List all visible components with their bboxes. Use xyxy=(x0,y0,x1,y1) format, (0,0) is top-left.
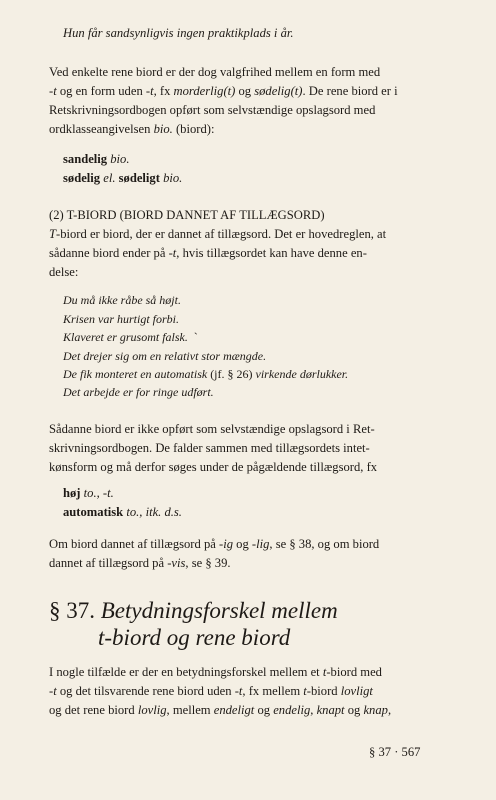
p2-line3: kønsform og må derfor søges under de pågældende tillægsord, fx xyxy=(49,460,378,474)
p1-line1: Ved enkelte rene biord er der dog valgfrihed mellem en form med xyxy=(49,65,381,79)
p1-line2 xyxy=(49,85,398,98)
s2-term: T xyxy=(49,227,57,241)
p2-line1: Sådanne biord er ikke opført som selvstændige opslagsord i Ret- xyxy=(49,422,375,436)
example-ref: (jf. § 26) xyxy=(207,367,256,381)
example-sentence: Du må ikke råbe så højt. xyxy=(63,293,181,307)
p4-term: -t xyxy=(234,684,243,698)
intro-quote: Hun får sandsynligvis ingen praktikplads i år. xyxy=(63,26,294,40)
p4-term: endeligt xyxy=(213,703,255,717)
p4-text: , xyxy=(310,703,317,717)
entry-class: to., itk. d.s. xyxy=(123,505,182,519)
p3-line2 xyxy=(49,557,231,570)
p4-line1 xyxy=(49,666,382,679)
p1-text: ordklasseangivelsen xyxy=(49,122,154,136)
p1-line3: Retskrivningsordbogen opført som selvstændige opslagsord med xyxy=(49,103,376,117)
p3-term: -lig xyxy=(251,537,270,551)
example-text: De fik monteret en automatisk xyxy=(63,367,208,381)
p3-text: , se § 39. xyxy=(185,556,231,570)
entry-class: bio. xyxy=(107,152,130,166)
example-sentence: Det arbejde er for ringe udført. xyxy=(63,385,214,399)
p4-text: -biord med xyxy=(326,665,382,679)
p4-text: , mellem xyxy=(166,703,214,717)
entry-word: sødelig xyxy=(63,171,101,185)
entry-word: automatisk xyxy=(63,505,124,519)
page-footer: § 37 · 567 xyxy=(369,745,421,759)
p2-line2: skrivningsordbogen. De falder sammen med tillægsordets intet- xyxy=(49,441,370,455)
p4-term: -t xyxy=(49,684,57,698)
p4-text: og det rene biord xyxy=(49,703,138,717)
section-number: § 37. xyxy=(49,598,101,623)
example-text: virkende dørlukker. xyxy=(255,367,349,381)
p1-text: , fx xyxy=(153,84,174,98)
p4-term: lovligt xyxy=(340,684,373,698)
s2-text: -biord er biord, der er dannet af tillægsord. Det er hovedreglen, at xyxy=(56,227,387,241)
p1-line4 xyxy=(49,123,214,136)
p3-term: -ig xyxy=(219,537,233,551)
p3-line1 xyxy=(49,538,379,551)
section-37-title-line2: t-biord og rene biord xyxy=(98,625,291,650)
p4-line2 xyxy=(49,685,373,698)
p4-term: t xyxy=(303,684,307,698)
p3-term: -vis xyxy=(167,556,186,570)
p4-term: lovlig xyxy=(137,703,167,717)
p4-text: og xyxy=(254,703,274,717)
p4-text: -biord xyxy=(306,684,341,698)
p3-text: og xyxy=(233,537,252,551)
p1-term: bio. xyxy=(153,122,173,136)
example-text: Klaveret er grusomt falsk. xyxy=(63,330,188,344)
p3-text: dannet af tillægsord på xyxy=(49,556,168,570)
p4-term: endelig xyxy=(273,703,311,717)
entry-class: el. xyxy=(100,171,119,185)
example-sentence: Krisen var hurtigt forbi. xyxy=(63,312,180,326)
p1-term: morderlig(t) xyxy=(173,84,236,98)
p4-text: I nogle tilfælde er der en betydningsforskel mellem et xyxy=(49,665,323,679)
entry-sodelig xyxy=(63,172,182,185)
s2-line1 xyxy=(49,228,386,241)
entry-class: bio. xyxy=(159,171,183,185)
p3-text: , se § 38, og om biord xyxy=(269,537,380,551)
entry-word: sødeligt xyxy=(118,171,160,185)
p4-text: , xyxy=(387,703,392,717)
entry-word: høj xyxy=(63,486,81,500)
entry-hoj xyxy=(63,487,114,500)
p4-term: knap xyxy=(363,703,388,717)
example-sentence xyxy=(63,368,348,380)
example-sentence xyxy=(63,331,198,343)
section-title: Betydningsforskel mellem xyxy=(100,598,338,623)
p3-text: Om biord dannet af tillægsord på xyxy=(49,537,219,551)
s2-line2 xyxy=(49,247,367,260)
p1-term: -t xyxy=(49,84,57,98)
p1-term: sødelig(t) xyxy=(254,84,303,98)
s2-term: -t xyxy=(168,246,177,260)
s2-text: sådanne biord ender på xyxy=(49,246,169,260)
p4-text: , fx mellem xyxy=(242,684,304,698)
p4-term: t xyxy=(322,665,327,679)
p4-text: og det tilsvarende rene biord uden xyxy=(56,684,235,698)
p1-term: -t xyxy=(145,84,154,98)
section-37-title-line1 xyxy=(49,599,338,622)
p4-text: og xyxy=(344,703,364,717)
p1-text: og en form uden xyxy=(56,84,146,98)
example-sentence: Det drejer sig om en relativt stor mængde. xyxy=(63,349,267,363)
p1-text: og xyxy=(235,84,255,98)
s2-line3: delse: xyxy=(49,265,79,279)
p4-line3 xyxy=(49,704,391,717)
entry-sandelig xyxy=(63,153,129,166)
entry-word: sandelig xyxy=(63,152,108,166)
stray-mark: ` xyxy=(193,330,198,344)
p1-text: . De rene biord er i xyxy=(302,84,398,98)
entry-automatisk xyxy=(63,506,182,519)
s2-text: , hvis tillægsordet kan have denne en- xyxy=(176,246,367,260)
p1-text: (biord): xyxy=(172,122,215,136)
p4-term: knapt xyxy=(316,703,345,717)
entry-class: to., -t. xyxy=(80,486,114,500)
section-heading: (2) T-BIORD (BIORD DANNET AF TILLÆGSORD) xyxy=(49,208,325,222)
